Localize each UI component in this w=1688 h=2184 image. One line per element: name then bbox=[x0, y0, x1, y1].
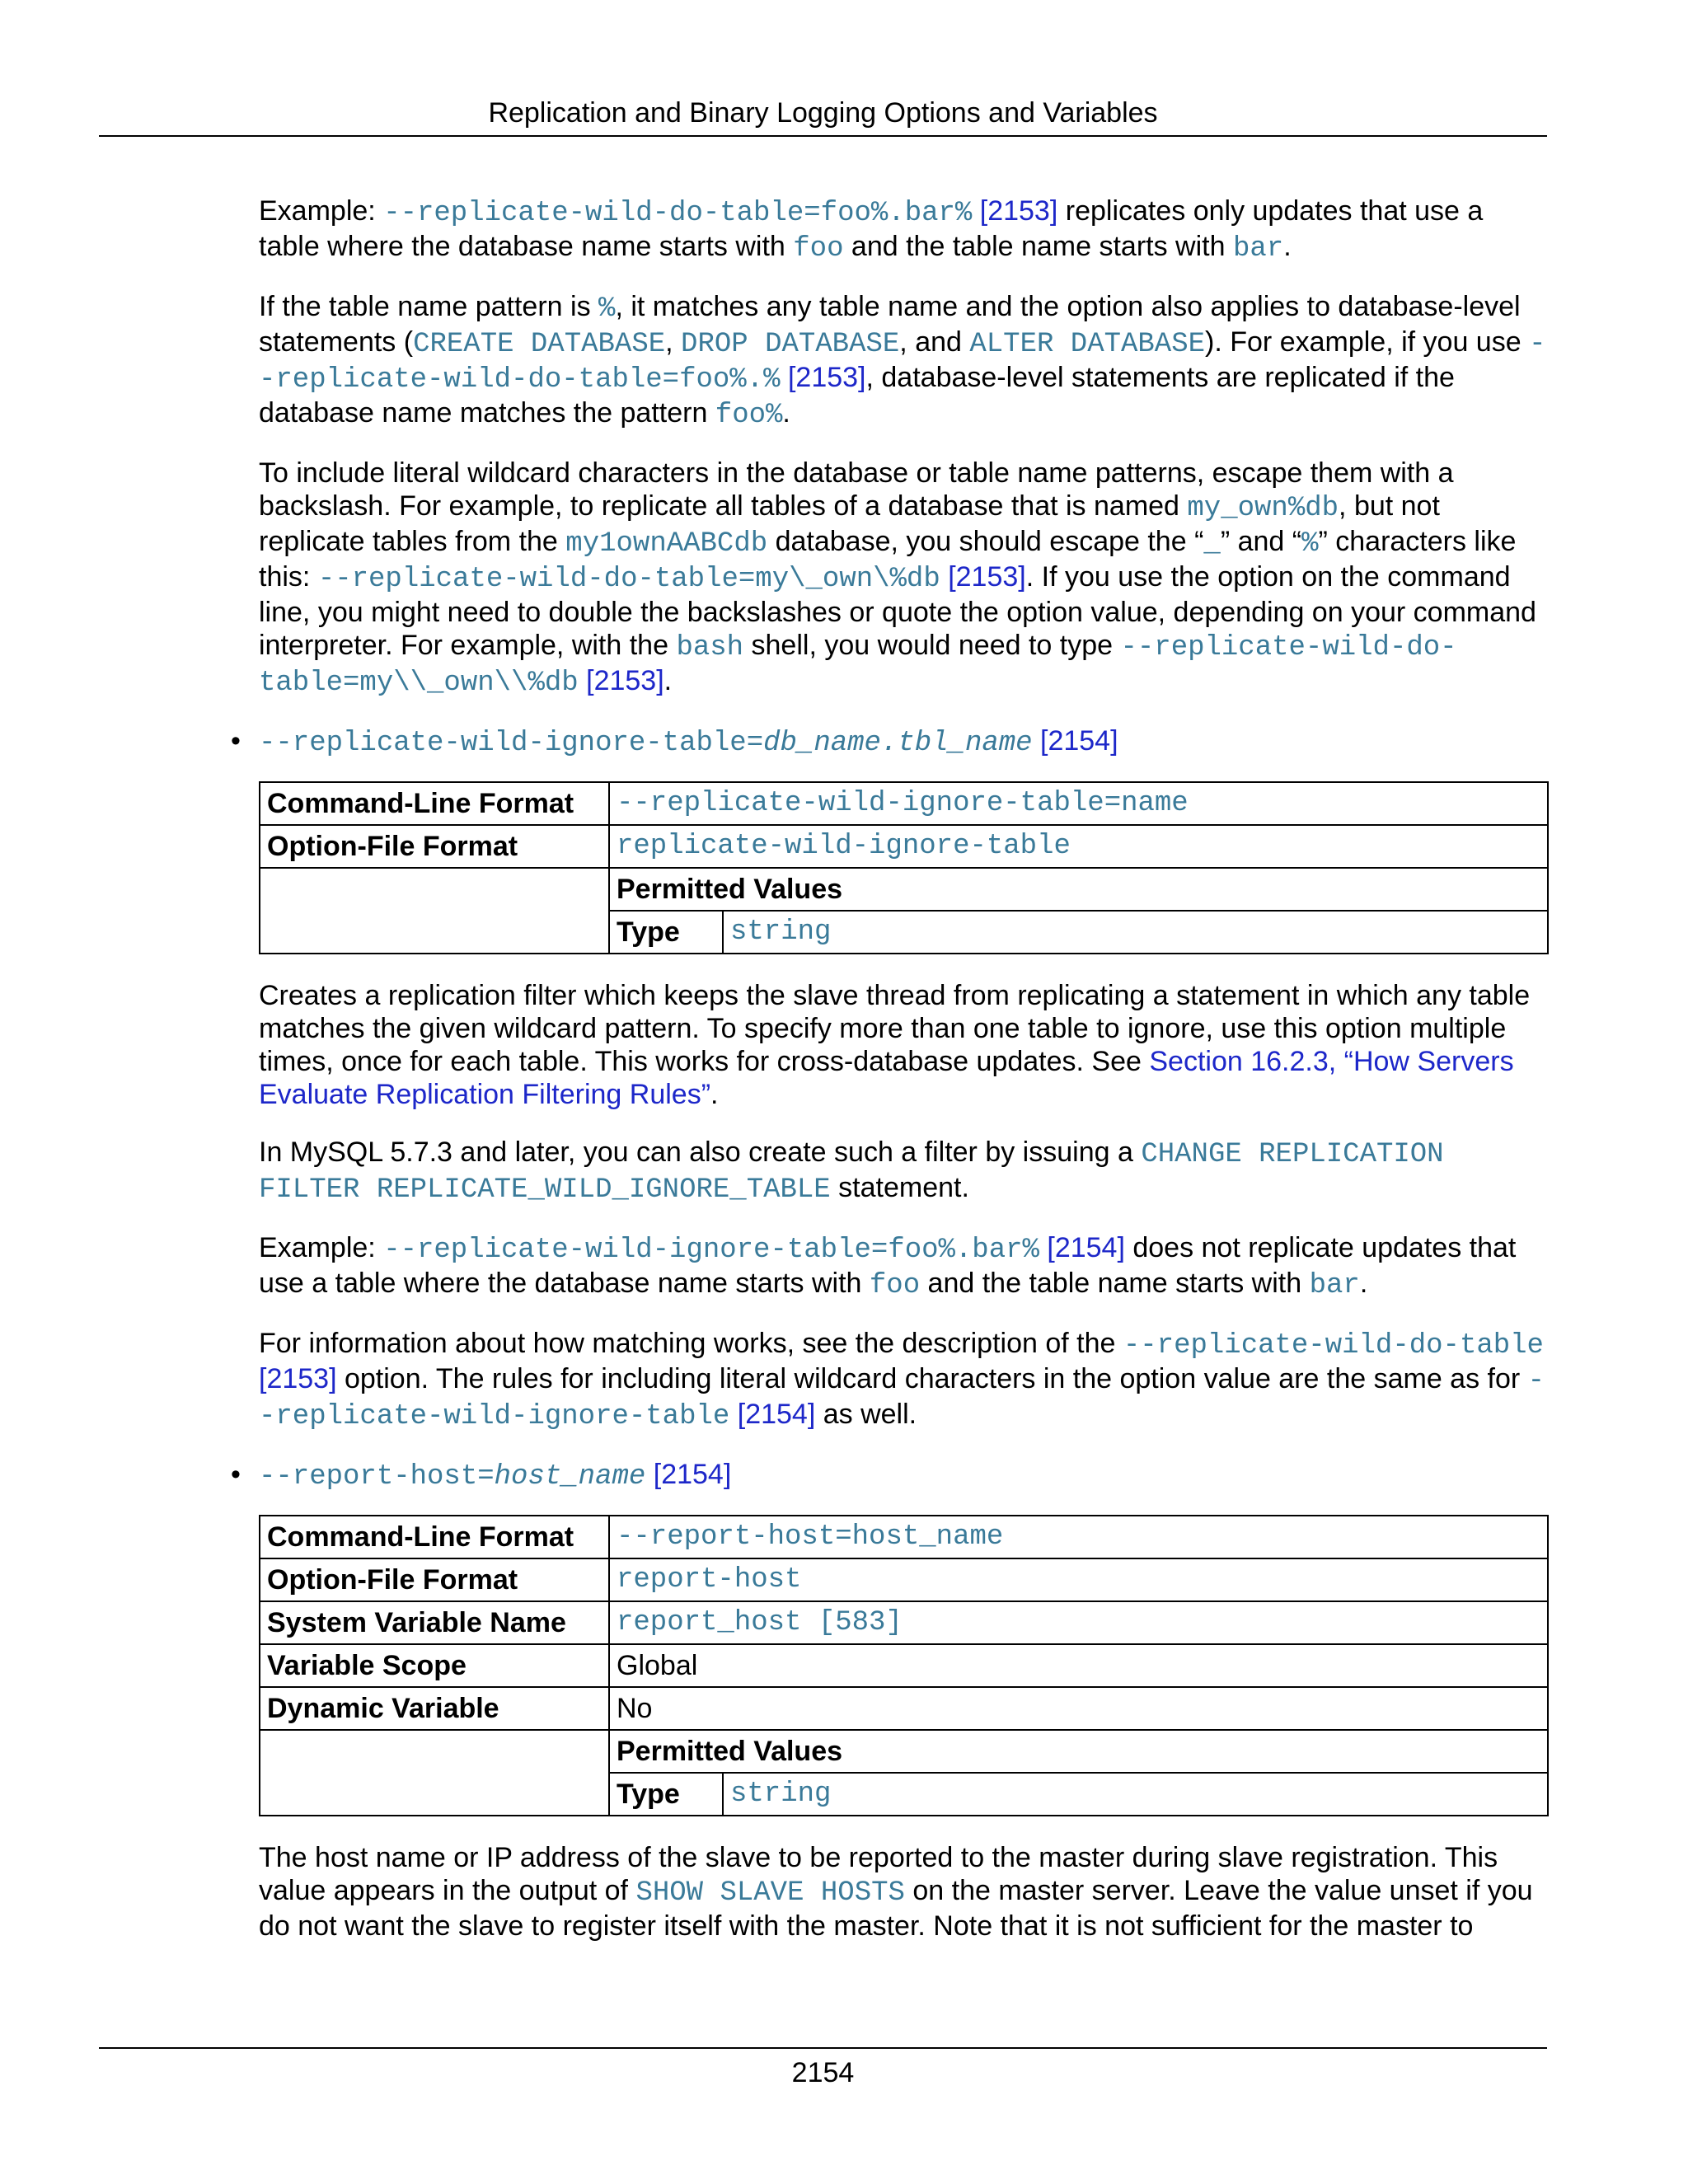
permitted-values-table bbox=[610, 869, 1547, 953]
cell-value: replicate-wild-ignore-table bbox=[609, 825, 1548, 868]
table-row bbox=[260, 1644, 1548, 1687]
cell-value: --replicate-wild-ignore-table=name bbox=[609, 782, 1548, 825]
option-heading-report-host bbox=[231, 1458, 1549, 1493]
page-number: 2154 bbox=[791, 2057, 855, 2088]
table-row bbox=[260, 782, 1548, 825]
table-row bbox=[610, 1731, 1547, 1773]
cell-label: Command-Line Format bbox=[260, 782, 609, 825]
cell-value: --report-host=host_name bbox=[609, 1516, 1548, 1558]
paragraph-mysql-573: In MySQL 5.7.3 and later, you can also create such a filter by issuing a CHANGE REPLICATION FILTER REPLICATE_WILD_IGNORE_TABLE statement. bbox=[259, 1137, 1444, 1206]
option-table-report-host bbox=[259, 1515, 1549, 1816]
type-label: Type bbox=[610, 911, 723, 953]
permitted-values-header: Permitted Values bbox=[610, 869, 1547, 911]
paragraph-host-name: The host name or IP address of the slave to be reported to the master during slave registration. This value appears in the output of SHOW SLAVE HOSTS on the master server. Leave the value unset if you do not want the slave to register itself with the master. Note that it is not sufficient for the master to bbox=[259, 1842, 1533, 1942]
permitted-values-cell bbox=[609, 1730, 1548, 1816]
page-ref[interactable]: [2154] bbox=[1039, 1232, 1125, 1263]
cell-value: report-host bbox=[609, 1558, 1548, 1601]
option-name[interactable]: --report-host=host_name bbox=[259, 1461, 646, 1493]
code-replicate-wild-do-table-double-escaped[interactable]: --replicate-wild-do-table=my\\_own\\%db bbox=[259, 632, 1457, 699]
code-replicate-wild-ignore-table[interactable]: --replicate-wild-ignore-table=foo%.bar% bbox=[383, 1235, 1039, 1266]
type-value: string bbox=[730, 916, 832, 948]
page-ref[interactable]: [2154] bbox=[729, 1399, 816, 1430]
permitted-values-table bbox=[610, 1731, 1547, 1815]
code-percent: % bbox=[1301, 528, 1319, 560]
code-drop-database[interactable]: DROP DATABASE bbox=[681, 329, 900, 360]
paragraph-matching-info: For information about how matching works, see the description of the --replicate-wild-do-table [2153] option. The rules for including literal wildcard characters in the option value are the same as for --replicate-wild-ignore-table [2154] as well. bbox=[259, 1328, 1545, 1432]
table-row bbox=[610, 869, 1547, 911]
code-bar: bar bbox=[1232, 233, 1284, 265]
footer-rule bbox=[99, 2047, 1547, 2049]
paragraph-creates-filter: Creates a replication filter which keeps the slave thread from replicating a statement in which any table matches the given wildcard pattern. To specify more than one table to ignore, use this option multiple times, once for each table. This works for cross-database updates. See Section 16.2.3, “How Servers Evaluate Replication Filtering Rules”. bbox=[259, 980, 1531, 1110]
type-value: string bbox=[730, 1779, 832, 1810]
table-row bbox=[260, 1730, 1548, 1816]
cell-label: Command-Line Format bbox=[260, 1516, 609, 1558]
page-ref[interactable]: [2153] bbox=[940, 561, 1026, 593]
cell-label: Variable Scope bbox=[260, 1644, 609, 1687]
page-ref[interactable]: [2153] bbox=[259, 1363, 337, 1394]
page-ref[interactable]: [2153] bbox=[972, 195, 1058, 227]
cell-empty bbox=[260, 1730, 609, 1816]
code-foo-percent: foo% bbox=[715, 400, 783, 431]
page-ref[interactable]: [2154] bbox=[645, 1459, 732, 1490]
table-row bbox=[260, 825, 1548, 868]
code-my-own-db: my_own%db bbox=[1187, 493, 1339, 524]
header-title: Replication and Binary Logging Options and Variables bbox=[488, 97, 1158, 129]
code-replicate-wild-do-table-escaped[interactable]: --replicate-wild-do-table=my\_own\%db bbox=[317, 564, 940, 595]
code-replicate-wild-ignore-table[interactable]: --replicate-wild-ignore-table bbox=[259, 1366, 1545, 1432]
code-create-database[interactable]: CREATE DATABASE bbox=[413, 329, 666, 360]
section-link[interactable]: Section 16.2.3, “How Servers Evaluate Replication Filtering Rules” bbox=[259, 1046, 1514, 1110]
cell-value: Global bbox=[609, 1644, 1548, 1687]
cell-label: Option-File Format bbox=[260, 1558, 609, 1601]
code-foo: foo bbox=[793, 233, 844, 265]
paragraph-table-pattern: If the table name pattern is %, it matches any table name and the option also applies to database-level statements (CREATE DATABASE, DROP DATABASE, and ALTER DATABASE). For example, if you use --replicate-wild-do-table=foo%.% [2153], database-level statements are replicated if the database name matches the pattern foo%. bbox=[259, 291, 1546, 431]
code-replicate-wild-do-table[interactable]: --replicate-wild-do-table bbox=[1123, 1330, 1544, 1361]
option-name[interactable]: --replicate-wild-ignore-table=db_name.tbl_name bbox=[259, 728, 1033, 759]
page-header bbox=[99, 92, 1547, 137]
table-row bbox=[260, 868, 1548, 954]
paragraph-literal-wildcards: To include literal wildcard characters in the database or table name patterns, escape them with a backslash. For example, to replicate all tables of a database that is named my_own%db, but not replicate tables from the my1ownAABCdb database, you should escape the “_” and “%” characters like this: --replicate-wild-do-table=my\_own\%db [2153]. If you use the option on the command line, you might need to double the backslashes or quote the option value, depending on your command interpreter. For example, with the bash shell, you would need to type --replicate-wild-do-table=my\\_own\\%db [2153]. bbox=[259, 457, 1536, 699]
code-replicate-wild-do-table[interactable]: --replicate-wild-do-table=foo%.% bbox=[259, 329, 1546, 396]
paragraph-example-ignore-table: Example: --replicate-wild-ignore-table=foo%.bar% [2154] does not replicate updates that use a table where the database name starts with foo and the table name starts with bar. bbox=[259, 1232, 1517, 1301]
code-alter-database[interactable]: ALTER DATABASE bbox=[969, 329, 1206, 360]
code-change-replication-filter[interactable]: CHANGE REPLICATION FILTER REPLICATE_WILD_IGNORE_TABLE bbox=[259, 1139, 1444, 1206]
page-ref[interactable]: [2153] bbox=[780, 362, 866, 393]
code-underscore: _ bbox=[1203, 528, 1221, 560]
cell-value: No bbox=[609, 1687, 1548, 1730]
table-row bbox=[610, 911, 1547, 953]
bullet-icon: • bbox=[231, 1459, 241, 1490]
sysvar-link[interactable]: report_host [583] bbox=[609, 1601, 1548, 1644]
code-replicate-wild-do-table[interactable]: --replicate-wild-do-table=foo%.bar% bbox=[383, 198, 973, 229]
code-show-slave-hosts[interactable]: SHOW SLAVE HOSTS bbox=[635, 1877, 905, 1909]
cell-label: Dynamic Variable bbox=[260, 1687, 609, 1730]
code-bash: bash bbox=[676, 632, 744, 663]
table-row bbox=[260, 1687, 1548, 1730]
code-foo: foo bbox=[869, 1270, 921, 1301]
page-content bbox=[231, 194, 1549, 1967]
cell-empty bbox=[260, 868, 609, 954]
permitted-values-cell bbox=[609, 868, 1548, 954]
permitted-values-header: Permitted Values bbox=[610, 1731, 1547, 1773]
code-bar: bar bbox=[1309, 1270, 1360, 1301]
option-heading-replicate-wild-ignore-table bbox=[231, 724, 1549, 760]
option-table-replicate-wild-ignore-table bbox=[259, 781, 1549, 954]
paragraph-example-do-table: Example: --replicate-wild-do-table=foo%.bar% [2153] replicates only updates that use a table where the database name starts with foo and the table name starts with bar. bbox=[259, 195, 1484, 265]
page-ref[interactable]: [2153] bbox=[578, 665, 664, 696]
page-ref[interactable]: [2154] bbox=[1032, 725, 1118, 757]
type-label: Type bbox=[610, 1773, 723, 1815]
table-row bbox=[610, 1773, 1547, 1815]
table-row bbox=[260, 1601, 1548, 1644]
code-my1ownaabcdb: my1ownAABCdb bbox=[565, 528, 768, 560]
bullet-icon: • bbox=[231, 725, 241, 757]
cell-label: Option-File Format bbox=[260, 825, 609, 868]
table-row bbox=[260, 1558, 1548, 1601]
table-row bbox=[260, 1516, 1548, 1558]
code-percent: % bbox=[598, 293, 616, 325]
cell-label: System Variable Name bbox=[260, 1601, 609, 1644]
